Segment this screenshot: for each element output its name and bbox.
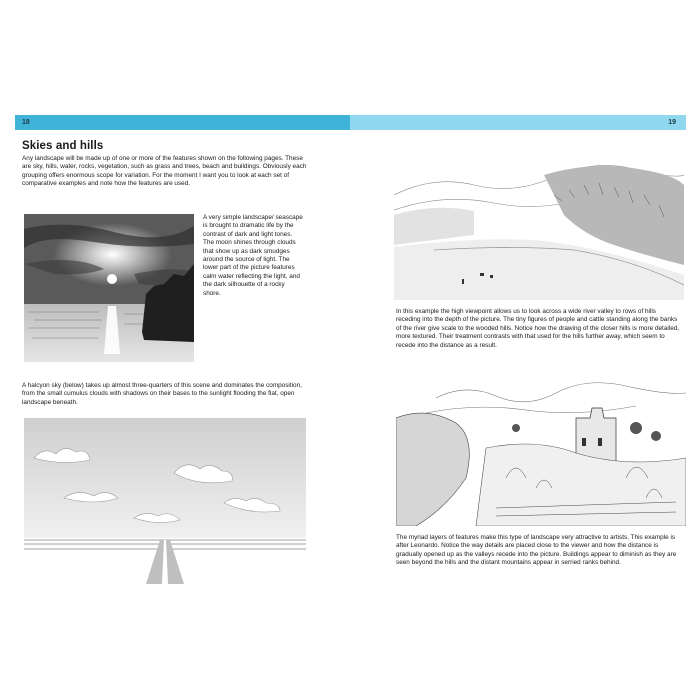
intro-paragraph: Any landscape will be made up of one or more of the features shown on the following pages. These are sky, hills, water, rocks, vegetation, such as grass and trees, beach and buildings. Obviously each grouping offers enormous scope for variation. For the moment I want you to look at each set of comparative examples and note how the features are used. [22, 155, 307, 188]
leonardo-caption: The myriad layers of features make this type of landscape very attractive to artists. This example is after Leonardo. Notice the way details are placed close to the viewer and how the distance is gradually opened up as the valleys recede into the picture. Buildings appear to diminish as they are seen beyond the hills and the distant mountains appear in serried ranks behind. [396, 534, 677, 567]
moonlit-caption: A very simple landscape/ seascape is brought to dramatic life by the contrast of dark and light tones. The moon shines through clouds that show up as dark smudges around the source of light. The lower part of the picture features calm water reflecting the light, and the dark silhouette of a rocky shore. [203, 214, 303, 297]
right-page-number: 19 [668, 119, 676, 126]
leonardo-landscape-drawing [396, 378, 686, 526]
river-valley-drawing [394, 155, 684, 300]
halcyon-caption: A halcyon sky (below) takes up almost three-quarters of this scene and dominates the composition, from the small cumulus clouds with shadows on their bases to the sunlight flooding the flat, open landscape beneath. [22, 382, 302, 406]
river-valley-caption: In this example the high viewpoint allows us to look across a wide river valley to rows of hills receding into the depth of the picture. The tiny figures of people and cattle standing along the banks of the river give scale to the wooded hills. Notice how the drawing of the closer hills is more detailed, more textured. Their treatment contrasts with that used for the hills further away, which seem to recede into the distance as a result. [396, 308, 680, 349]
moonlit-seascape-drawing [24, 214, 194, 362]
header-bar-left [15, 115, 350, 130]
section-title: Skies and hills [22, 140, 104, 152]
halcyon-sky-drawing [24, 418, 306, 584]
left-page-number: 18 [22, 119, 30, 126]
